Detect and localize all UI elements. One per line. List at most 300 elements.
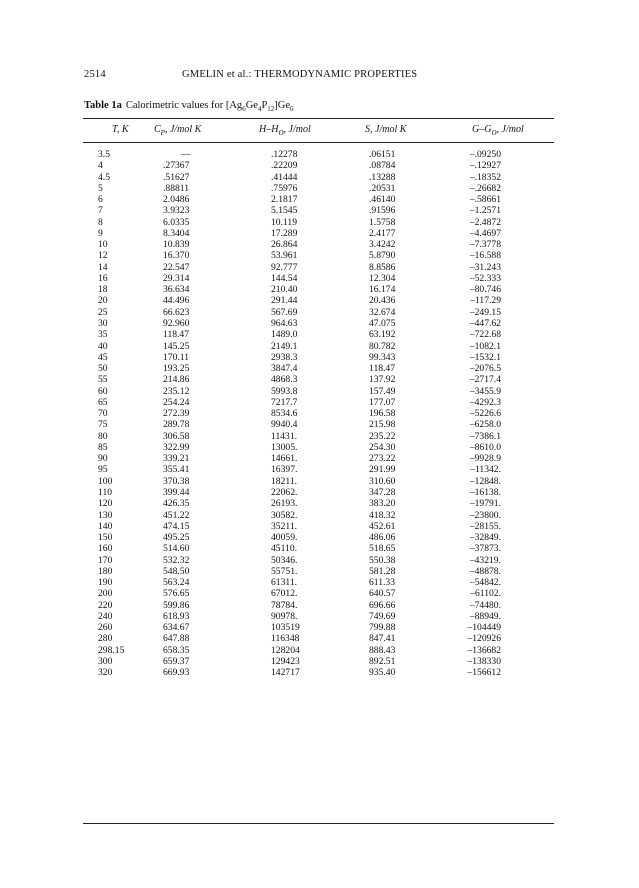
cell-temperature: 200 xyxy=(98,588,113,600)
cell-gibbs: –1532.1 xyxy=(469,351,501,363)
cell-enthalpy: 9940.4 xyxy=(271,419,298,431)
table-row xyxy=(83,239,554,250)
cell-entropy: 215.98 xyxy=(369,419,396,431)
table-label: Table 1a xyxy=(84,100,122,111)
cell-heat-capacity: 339.21 xyxy=(163,453,190,465)
cell-entropy: 1.5758 xyxy=(369,216,396,228)
table-row xyxy=(83,656,554,667)
column-header-temperature xyxy=(112,124,129,135)
cell-enthalpy: 14661. xyxy=(271,453,298,465)
cell-heat-capacity: 44.496 xyxy=(163,295,190,307)
cell-temperature: 30 xyxy=(98,317,108,329)
cell-enthalpy: 26.864 xyxy=(271,239,298,251)
cp-sub: P xyxy=(160,129,165,137)
cell-gibbs: –54842. xyxy=(469,577,501,589)
cell-temperature: 7 xyxy=(98,205,103,217)
cell-heat-capacity: 145.25 xyxy=(163,340,190,352)
cell-entropy: 99.343 xyxy=(369,351,396,363)
table-row xyxy=(83,228,554,239)
cell-temperature: 260 xyxy=(98,622,113,634)
cell-gibbs: –61102. xyxy=(470,588,501,600)
cell-entropy: 888.43 xyxy=(369,644,396,656)
cell-entropy: 486.06 xyxy=(369,532,396,544)
cell-gibbs: –16.588 xyxy=(469,250,501,262)
cell-enthalpy: 22062. xyxy=(271,486,298,498)
table-row xyxy=(83,600,554,611)
cell-temperature: 170 xyxy=(98,554,113,566)
cell-heat-capacity: 576.65 xyxy=(163,588,190,600)
cell-heat-capacity: 532.32 xyxy=(163,554,190,566)
cell-entropy: 749.69 xyxy=(369,610,396,622)
cell-entropy: 452.61 xyxy=(369,520,396,532)
table-row xyxy=(83,194,554,205)
cell-heat-capacity: 370.38 xyxy=(163,475,190,487)
cell-heat-capacity: 118.47 xyxy=(163,329,190,341)
cell-gibbs: –16138. xyxy=(469,486,501,498)
cell-gibbs: –37873. xyxy=(469,543,501,555)
cell-enthalpy: .75976 xyxy=(271,182,298,194)
g-sub: O xyxy=(491,129,497,137)
column-header-entropy xyxy=(365,124,406,135)
cell-gibbs: –.09250 xyxy=(469,149,501,160)
cell-temperature: 90 xyxy=(98,453,108,465)
cell-gibbs: –.58661 xyxy=(469,194,501,206)
cell-heat-capacity: 399.44 xyxy=(163,486,190,498)
cell-temperature: 60 xyxy=(98,385,108,397)
caption-sub-3: 12 xyxy=(267,105,275,114)
column-header-temperature-text: T, K xyxy=(112,124,129,135)
cell-gibbs: –31.243 xyxy=(469,261,501,273)
cell-gibbs: –138330 xyxy=(467,655,501,667)
cell-temperature: 130 xyxy=(98,509,113,521)
cell-heat-capacity: 647.88 xyxy=(163,633,190,645)
cell-entropy: 254.30 xyxy=(369,441,396,453)
cell-temperature: 12 xyxy=(98,250,108,262)
cell-heat-capacity: 474.15 xyxy=(163,520,190,532)
cell-enthalpy: 567.69 xyxy=(271,306,298,318)
table-row xyxy=(83,273,554,284)
table-row xyxy=(83,521,554,532)
cell-gibbs: –8610.0 xyxy=(469,441,501,453)
cell-temperature: 220 xyxy=(98,599,113,611)
cell-gibbs: –2.4872 xyxy=(469,216,501,228)
caption-text-4: ]Ge xyxy=(274,100,291,111)
cell-heat-capacity: 6.0335 xyxy=(163,216,190,228)
cell-temperature: 190 xyxy=(98,577,113,589)
cell-temperature: 10 xyxy=(98,239,108,251)
cell-enthalpy: 45110. xyxy=(271,543,298,555)
cell-heat-capacity: .88811 xyxy=(163,182,190,194)
cell-entropy: 80.782 xyxy=(369,340,396,352)
cell-temperature: 3.5 xyxy=(98,149,110,160)
cell-entropy: 518.65 xyxy=(369,543,396,555)
cell-heat-capacity: 426.35 xyxy=(163,498,190,510)
table-row xyxy=(83,453,554,464)
cell-temperature: 4 xyxy=(98,160,103,172)
cp-main: C xyxy=(154,124,161,135)
running-header xyxy=(84,69,554,85)
cell-temperature: 85 xyxy=(98,441,108,453)
cell-temperature: 35 xyxy=(98,329,108,341)
cell-enthalpy: .41444 xyxy=(271,171,298,183)
cell-enthalpy: 5.1545 xyxy=(271,205,298,217)
cell-heat-capacity: 8.3404 xyxy=(163,227,190,239)
cell-temperature: 95 xyxy=(98,464,108,476)
cell-gibbs: –11342. xyxy=(470,464,501,476)
cell-enthalpy: 92.777 xyxy=(271,261,298,273)
cell-temperature: 280 xyxy=(98,633,113,645)
cell-heat-capacity: 29.314 xyxy=(163,272,190,284)
cell-heat-capacity: 2.0486 xyxy=(163,194,190,206)
cell-gibbs: –23800. xyxy=(469,509,501,521)
h-sub: O xyxy=(278,129,284,137)
cell-heat-capacity: 254.24 xyxy=(163,396,190,408)
cell-heat-capacity: — xyxy=(181,149,191,160)
cell-enthalpy: 55751. xyxy=(271,565,298,577)
cell-entropy: 291.99 xyxy=(369,464,396,476)
cell-heat-capacity: .51627 xyxy=(163,171,190,183)
cell-temperature: 8 xyxy=(98,216,103,228)
cell-gibbs: –88949. xyxy=(469,610,501,622)
cell-entropy: 196.58 xyxy=(369,408,396,420)
table-row xyxy=(83,318,554,329)
cell-gibbs: –249.15 xyxy=(469,306,501,318)
cell-temperature: 240 xyxy=(98,610,113,622)
cell-enthalpy: 78784. xyxy=(271,599,298,611)
table-top-rule xyxy=(83,118,554,119)
cell-heat-capacity: 36.634 xyxy=(163,284,190,296)
cell-heat-capacity: 634.67 xyxy=(163,622,190,634)
cell-heat-capacity: 214.86 xyxy=(163,374,190,386)
table-row xyxy=(83,183,554,194)
cell-temperature: 25 xyxy=(98,306,108,318)
cell-heat-capacity: 355.41 xyxy=(163,464,190,476)
cell-enthalpy: 90978. xyxy=(271,610,298,622)
cell-gibbs: –.26682 xyxy=(469,182,501,194)
cell-gibbs: –74480. xyxy=(469,599,501,611)
table-row xyxy=(83,566,554,577)
table-row xyxy=(83,329,554,340)
table-caption xyxy=(84,100,294,113)
table-row xyxy=(83,386,554,397)
column-header-entropy-text: S, J/mol K xyxy=(365,124,407,135)
cell-entropy: 696.66 xyxy=(369,599,396,611)
cell-gibbs: –12848. xyxy=(469,475,501,487)
cell-gibbs: –447.62 xyxy=(469,317,501,329)
cell-heat-capacity: 22.547 xyxy=(163,261,190,273)
g-unit: , J/mol xyxy=(496,124,524,135)
cell-heat-capacity: 66.623 xyxy=(163,306,190,318)
cell-enthalpy: 53.961 xyxy=(271,250,298,262)
h-unit: , J/mol xyxy=(283,124,311,135)
cell-gibbs: –52.333 xyxy=(469,272,501,284)
cell-enthalpy: 128204 xyxy=(271,644,300,656)
cell-entropy: 550.38 xyxy=(369,554,396,566)
cell-temperature: 16 xyxy=(98,272,108,284)
cell-entropy: .08784 xyxy=(369,160,396,172)
cell-entropy: 418.32 xyxy=(369,509,396,521)
cell-heat-capacity: 289.78 xyxy=(163,419,190,431)
cell-entropy: 118.47 xyxy=(369,363,396,375)
cell-temperature: 65 xyxy=(98,396,108,408)
table-row xyxy=(83,555,554,566)
cell-temperature: 70 xyxy=(98,408,108,420)
table-row xyxy=(83,217,554,228)
cell-heat-capacity: 3.9323 xyxy=(163,205,190,217)
cell-temperature: 80 xyxy=(98,430,108,442)
cell-heat-capacity: 495.25 xyxy=(163,532,190,544)
cell-gibbs: –2717.4 xyxy=(469,374,501,386)
cell-temperature: 300 xyxy=(98,655,113,667)
table-row xyxy=(83,510,554,521)
table-row xyxy=(83,419,554,430)
cell-entropy: 3.4242 xyxy=(369,239,396,251)
cell-gibbs: –9928.9 xyxy=(469,453,501,465)
cell-temperature: 14 xyxy=(98,261,108,273)
cell-heat-capacity: 514.60 xyxy=(163,543,190,555)
cell-entropy: 892.51 xyxy=(369,655,396,667)
cell-gibbs: –80.746 xyxy=(469,284,501,296)
cell-temperature: 110 xyxy=(98,486,113,498)
cell-enthalpy: 8534.6 xyxy=(271,408,298,420)
cell-entropy: 8.8586 xyxy=(369,261,396,273)
cell-heat-capacity: 272.39 xyxy=(163,408,190,420)
cell-entropy: 799.88 xyxy=(369,622,396,634)
cell-temperature: 6 xyxy=(98,194,103,206)
cell-entropy: 5.8790 xyxy=(369,250,396,262)
cell-enthalpy: 291.44 xyxy=(271,295,298,307)
column-header-gibbs xyxy=(472,124,524,137)
cell-temperature: 55 xyxy=(98,374,108,386)
cell-heat-capacity: 548.50 xyxy=(163,565,190,577)
cell-enthalpy: 2938.3 xyxy=(271,351,298,363)
table-row xyxy=(83,205,554,216)
table-row xyxy=(83,588,554,599)
table-row xyxy=(83,295,554,306)
cell-enthalpy: 50346. xyxy=(271,554,298,566)
cell-temperature: 100 xyxy=(98,475,113,487)
cell-entropy: 310.60 xyxy=(369,475,396,487)
cell-heat-capacity: 170.11 xyxy=(163,351,190,363)
cell-gibbs: –1.2571 xyxy=(469,205,501,217)
cell-entropy: 581.28 xyxy=(369,565,396,577)
cell-enthalpy: 30582. xyxy=(271,509,298,521)
table-row xyxy=(83,431,554,442)
g-main: G–G xyxy=(472,124,492,135)
cell-gibbs: –4292.3 xyxy=(469,396,501,408)
table-row xyxy=(83,397,554,408)
page-number: 2514 xyxy=(84,69,106,80)
cell-enthalpy: .12278 xyxy=(271,149,298,160)
table-row xyxy=(83,307,554,318)
cell-gibbs: –3455.9 xyxy=(469,385,501,397)
cell-enthalpy: 13005. xyxy=(271,441,298,453)
table-row xyxy=(83,622,554,633)
cell-heat-capacity: 92.960 xyxy=(163,317,190,329)
cell-temperature: 180 xyxy=(98,565,113,577)
table-row xyxy=(83,284,554,295)
table-body xyxy=(83,149,554,678)
cell-enthalpy: 3847.4 xyxy=(271,363,298,375)
cell-heat-capacity: 16.370 xyxy=(163,250,190,262)
cell-temperature: 50 xyxy=(98,363,108,375)
cell-temperature: 140 xyxy=(98,520,113,532)
cell-gibbs: –120926 xyxy=(467,633,501,645)
cell-temperature: 45 xyxy=(98,351,108,363)
table-row xyxy=(83,633,554,644)
cell-entropy: 47.075 xyxy=(369,317,396,329)
table-row xyxy=(83,487,554,498)
running-title: GMELIN et al.: THERMODYNAMIC PROPERTIES xyxy=(182,69,418,80)
cell-gibbs: –7.3778 xyxy=(469,239,501,251)
cell-enthalpy: 17.289 xyxy=(271,227,298,239)
cell-entropy: 63.192 xyxy=(369,329,396,341)
table-bottom-rule xyxy=(83,823,554,824)
cell-enthalpy: 16397. xyxy=(271,464,298,476)
cell-enthalpy: 144.54 xyxy=(271,272,298,284)
cell-enthalpy: .22209 xyxy=(271,160,298,172)
cp-unit: , J/mol K xyxy=(164,124,202,135)
table-row xyxy=(83,464,554,475)
table-row xyxy=(83,160,554,171)
cell-heat-capacity: 599.86 xyxy=(163,599,190,611)
cell-temperature: 18 xyxy=(98,284,108,296)
table-row xyxy=(83,262,554,273)
cell-entropy: 32.674 xyxy=(369,306,396,318)
caption-sub-1: 6 xyxy=(242,105,246,114)
cell-temperature: 75 xyxy=(98,419,108,431)
caption-sub-4: 6 xyxy=(290,105,294,114)
cell-gibbs: –6258.0 xyxy=(469,419,501,431)
cell-gibbs: –5226.6 xyxy=(469,408,501,420)
table-row xyxy=(83,645,554,656)
table-row xyxy=(83,667,554,678)
cell-entropy: 383.20 xyxy=(369,498,396,510)
column-header-heat-capacity xyxy=(154,124,201,137)
cell-gibbs: –.12927 xyxy=(469,160,501,172)
cell-entropy: 157.49 xyxy=(369,385,396,397)
caption-text-1: Calorimetric values for [Ag xyxy=(125,100,243,111)
cell-enthalpy: 103519 xyxy=(271,622,300,634)
cell-enthalpy: 5993.8 xyxy=(271,385,298,397)
table-row xyxy=(83,172,554,183)
cell-heat-capacity: 659.37 xyxy=(163,655,190,667)
cell-gibbs: –48878. xyxy=(469,565,501,577)
cell-entropy: 12.304 xyxy=(369,272,396,284)
cell-gibbs: –4.4697 xyxy=(469,227,501,239)
table-row xyxy=(83,408,554,419)
cell-enthalpy: 129423 xyxy=(271,655,300,667)
cell-gibbs: –1082.1 xyxy=(469,340,501,352)
cell-enthalpy: 26193. xyxy=(271,498,298,510)
table-row xyxy=(83,363,554,374)
cell-enthalpy: 2149.1 xyxy=(271,340,298,352)
cell-entropy: 611.33 xyxy=(369,577,396,589)
cell-heat-capacity: 10.839 xyxy=(163,239,190,251)
table-header-row xyxy=(83,124,554,138)
cell-temperature: 320 xyxy=(98,667,113,679)
cell-entropy: 847.41 xyxy=(369,633,396,645)
cell-heat-capacity: 235.12 xyxy=(163,385,190,397)
table-row xyxy=(83,611,554,622)
table-row xyxy=(83,498,554,509)
cell-heat-capacity: .27367 xyxy=(163,160,190,172)
caption-text-3: P xyxy=(261,100,268,111)
cell-heat-capacity: 563.24 xyxy=(163,577,190,589)
column-header-enthalpy xyxy=(259,124,311,137)
cell-temperature: 150 xyxy=(98,532,113,544)
cell-entropy: 177.07 xyxy=(369,396,396,408)
table-row xyxy=(83,149,554,160)
cell-entropy: 20.436 xyxy=(369,295,396,307)
cell-enthalpy: 35211. xyxy=(271,520,298,532)
cell-entropy: 347.28 xyxy=(369,486,396,498)
table-row xyxy=(83,442,554,453)
cell-temperature: 9 xyxy=(98,227,103,239)
cell-heat-capacity: 618.93 xyxy=(163,610,190,622)
h-main: H–H xyxy=(259,124,279,135)
cell-heat-capacity: 658.35 xyxy=(163,644,190,656)
cell-entropy: 2.4177 xyxy=(369,227,396,239)
cell-temperature: 120 xyxy=(98,498,113,510)
cell-entropy: .91596 xyxy=(369,205,396,217)
cell-gibbs: –2076.5 xyxy=(469,363,501,375)
cell-entropy: 235.22 xyxy=(369,430,396,442)
cell-temperature: 160 xyxy=(98,543,113,555)
cell-temperature: 5 xyxy=(98,182,103,194)
cell-enthalpy: 1489.0 xyxy=(271,329,298,341)
cell-gibbs: –104449 xyxy=(467,622,501,634)
cell-enthalpy: 116348 xyxy=(271,633,300,645)
cell-entropy: 273.22 xyxy=(369,453,396,465)
table-row xyxy=(83,374,554,385)
cell-gibbs: –28155. xyxy=(469,520,501,532)
table-row xyxy=(83,476,554,487)
cell-temperature: 20 xyxy=(98,295,108,307)
cell-gibbs: –19791. xyxy=(469,498,501,510)
cell-enthalpy: 4868.3 xyxy=(271,374,298,386)
cell-heat-capacity: 193.25 xyxy=(163,363,190,375)
caption-sub-2: 4 xyxy=(257,105,262,114)
cell-entropy: .06151 xyxy=(369,149,396,160)
cell-entropy: .20531 xyxy=(369,182,396,194)
table-row xyxy=(83,543,554,554)
cell-gibbs: –.18352 xyxy=(469,171,501,183)
cell-enthalpy: 10.119 xyxy=(271,216,298,228)
cell-temperature: 40 xyxy=(98,340,108,352)
table-row xyxy=(83,532,554,543)
cell-enthalpy: 210.40 xyxy=(271,284,298,296)
cell-gibbs: –136682 xyxy=(467,644,501,656)
cell-heat-capacity: 306.58 xyxy=(163,430,190,442)
cell-enthalpy: 18211. xyxy=(271,475,298,487)
table-row xyxy=(83,250,554,261)
cell-entropy: 137.92 xyxy=(369,374,396,386)
cell-enthalpy: 7217.7 xyxy=(271,396,298,408)
cell-enthalpy: 2.1817 xyxy=(271,194,298,206)
cell-enthalpy: 142717 xyxy=(271,667,300,679)
cell-gibbs: –7386.1 xyxy=(469,430,501,442)
cell-enthalpy: 964.63 xyxy=(271,317,298,329)
cell-heat-capacity: 322.99 xyxy=(163,441,190,453)
table-row xyxy=(83,341,554,352)
cell-gibbs: –43219. xyxy=(469,554,501,566)
cell-entropy: .13288 xyxy=(369,171,396,183)
cell-heat-capacity: 669.93 xyxy=(163,667,190,679)
cell-enthalpy: 67012. xyxy=(271,588,298,600)
cell-temperature: 4.5 xyxy=(98,171,110,183)
cell-entropy: 935.40 xyxy=(369,667,396,679)
